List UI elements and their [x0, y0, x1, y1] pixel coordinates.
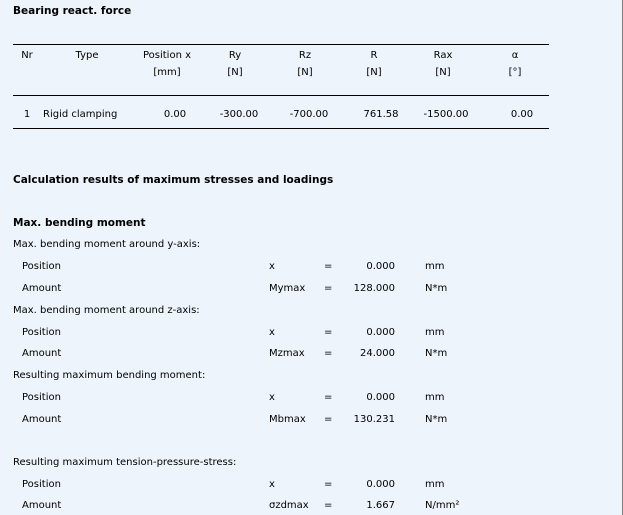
- cell-rz: -700.00: [289, 109, 329, 120]
- row-value: 0.000: [366, 392, 395, 403]
- row-equals: =: [324, 414, 333, 425]
- col-rax-header: Rax: [433, 50, 453, 61]
- row-unit: mm: [425, 479, 445, 490]
- cell-type: Rigid clamping: [43, 109, 118, 120]
- bearing-title: Bearing react. force: [13, 5, 132, 17]
- row-value: 24.000: [360, 348, 395, 359]
- row-label: Amount: [22, 500, 62, 511]
- row-equals: =: [324, 327, 333, 338]
- section-heading: Resulting maximum bending moment:: [13, 370, 206, 381]
- row-unit: mm: [425, 327, 445, 338]
- cell-position: 0.00: [163, 109, 187, 120]
- bending-title: Max. bending moment: [13, 217, 146, 229]
- row-value: 1.667: [366, 500, 395, 511]
- cell-r: 761.58: [363, 109, 399, 120]
- table-bottom-rule: [13, 128, 549, 129]
- row-symbol: Mzmax: [269, 348, 305, 359]
- cell-alpha: 0.00: [510, 109, 534, 120]
- row-value: 0.000: [366, 479, 395, 490]
- col-alpha-header: α: [511, 50, 519, 61]
- row-label: Position: [22, 479, 61, 490]
- row-unit: N*m: [425, 414, 448, 425]
- row-unit: mm: [425, 392, 445, 403]
- row-symbol: σzdmax: [269, 500, 309, 511]
- row-value: 0.000: [366, 261, 395, 272]
- row-value: 130.231: [353, 414, 395, 425]
- table-top-rule: [13, 44, 549, 45]
- col-rz-unit: [N]: [297, 67, 313, 78]
- col-nr-header: Nr: [21, 50, 33, 61]
- row-equals: =: [324, 479, 333, 490]
- row-symbol: x: [269, 327, 275, 338]
- row-symbol: x: [269, 479, 275, 490]
- col-rax-unit: [N]: [435, 67, 451, 78]
- row-label: Position: [22, 392, 61, 403]
- row-symbol: x: [269, 392, 275, 403]
- section-heading: Max. bending moment around y-axis:: [13, 239, 201, 250]
- row-value: 128.000: [353, 283, 395, 294]
- row-equals: =: [324, 392, 333, 403]
- calc-title: Calculation results of maximum stresses and loadings: [13, 174, 334, 186]
- row-label: Position: [22, 327, 61, 338]
- row-symbol: Mymax: [269, 283, 306, 294]
- row-label: Amount: [22, 414, 62, 425]
- col-ry-header: Ry: [228, 50, 242, 61]
- col-position-unit: [mm]: [153, 67, 181, 78]
- cell-rax: -1500.00: [423, 109, 469, 120]
- row-symbol: x: [269, 261, 275, 272]
- row-unit: N*m: [425, 283, 448, 294]
- row-value: 0.000: [366, 327, 395, 338]
- col-r-unit: [N]: [366, 67, 382, 78]
- section-heading: Max. bending moment around z-axis:: [13, 305, 200, 316]
- table-header-rule: [13, 95, 549, 96]
- section-heading: Resulting maximum tension-pressure-stress:: [13, 457, 237, 468]
- col-type-header: Type: [75, 50, 99, 61]
- row-label: Amount: [22, 348, 62, 359]
- row-symbol: Mbmax: [269, 414, 306, 425]
- row-unit: N/mm²: [425, 500, 460, 511]
- row-equals: =: [324, 283, 333, 294]
- cell-nr: 1: [23, 109, 31, 120]
- col-alpha-unit: [°]: [508, 67, 522, 78]
- row-equals: =: [324, 261, 333, 272]
- row-label: Amount: [22, 283, 62, 294]
- cell-ry: -300.00: [219, 109, 259, 120]
- row-unit: N*m: [425, 348, 448, 359]
- row-equals: =: [324, 348, 333, 359]
- col-position-header: Position x: [142, 50, 192, 61]
- col-ry-unit: [N]: [227, 67, 243, 78]
- col-rz-header: Rz: [298, 50, 312, 61]
- row-label: Position: [22, 261, 61, 272]
- row-unit: mm: [425, 261, 445, 272]
- row-equals: =: [324, 500, 333, 511]
- col-r-header: R: [370, 50, 378, 61]
